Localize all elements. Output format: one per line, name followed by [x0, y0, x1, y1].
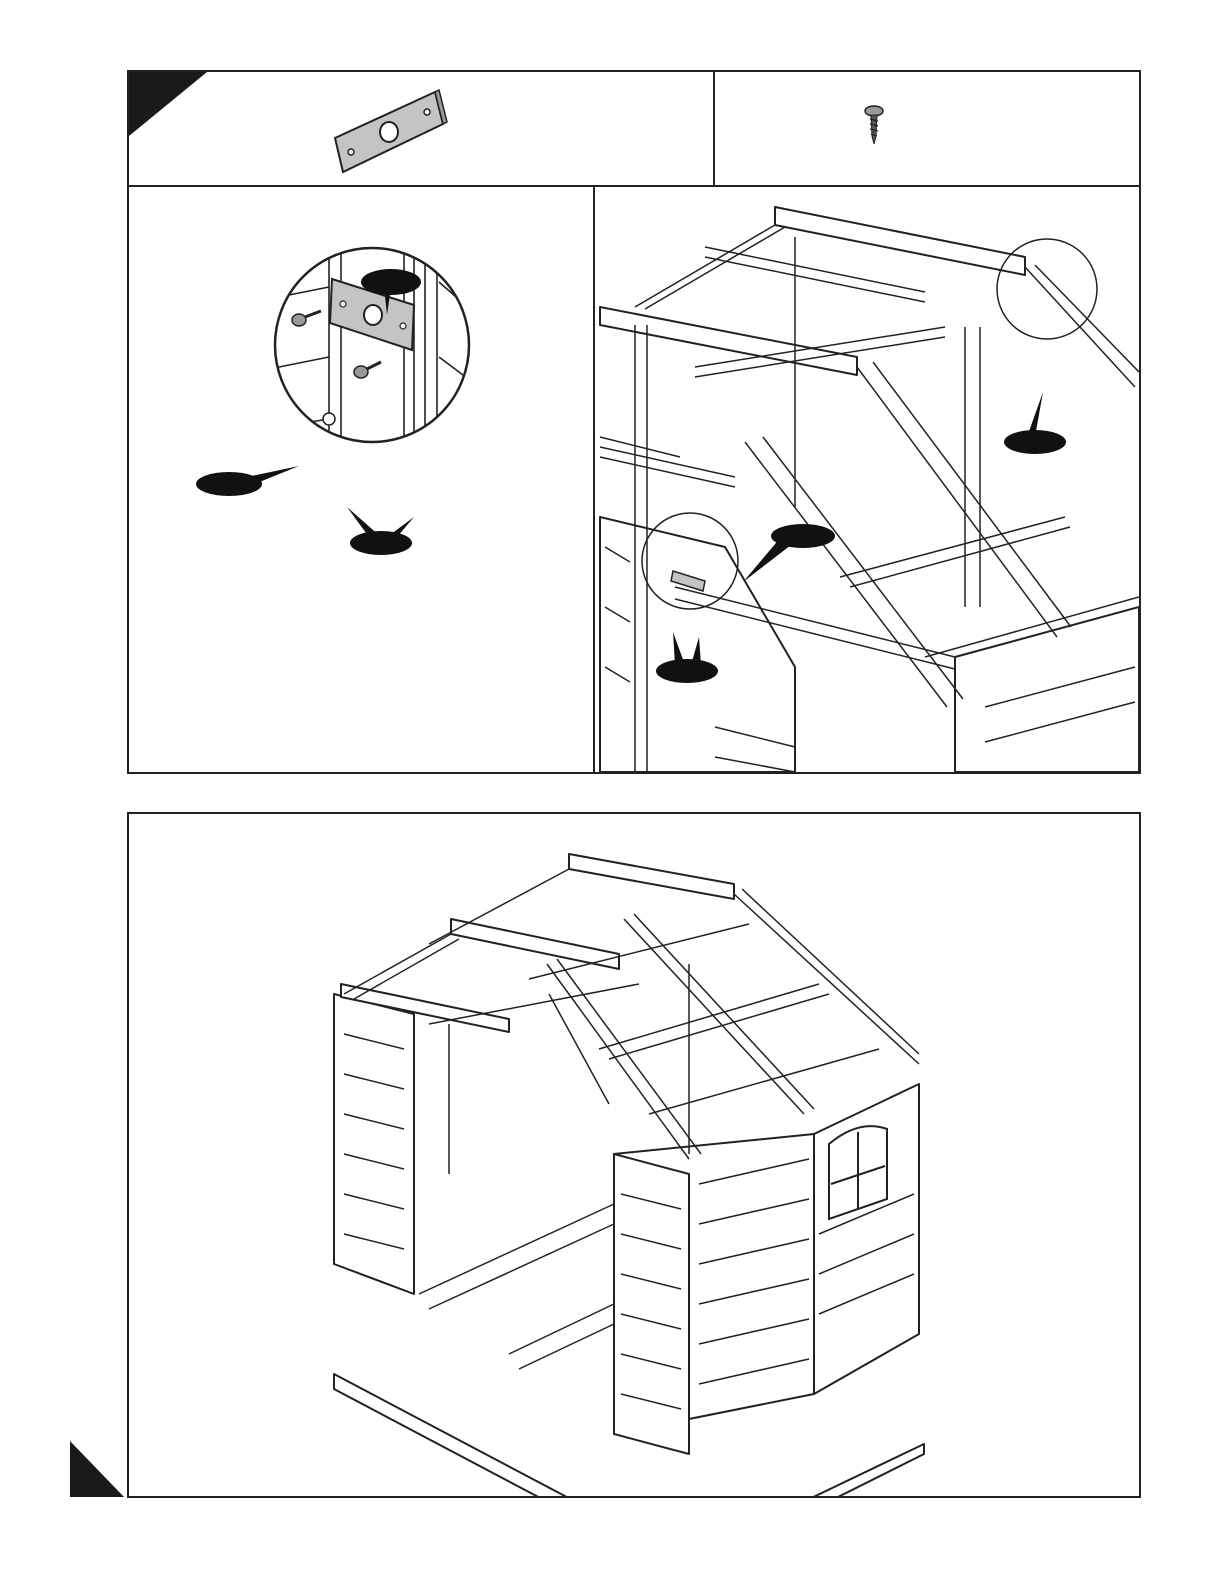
part-connector-plate: [329, 80, 449, 180]
step-frame-top: [127, 70, 1141, 774]
parts-header: [129, 72, 1139, 187]
parts-divider: [713, 72, 715, 185]
page-corner-marker: [70, 1441, 126, 1499]
screw-icon: [859, 104, 889, 148]
step-corner-marker: [129, 72, 209, 138]
connector-plate-icon: [329, 80, 449, 180]
part-screw: [859, 104, 889, 148]
overview-frame: [127, 812, 1141, 1498]
detail-illustration: [129, 187, 591, 772]
shed-overview-illustration: [129, 814, 1139, 1496]
roof-assembly-illustration: [595, 187, 1139, 772]
